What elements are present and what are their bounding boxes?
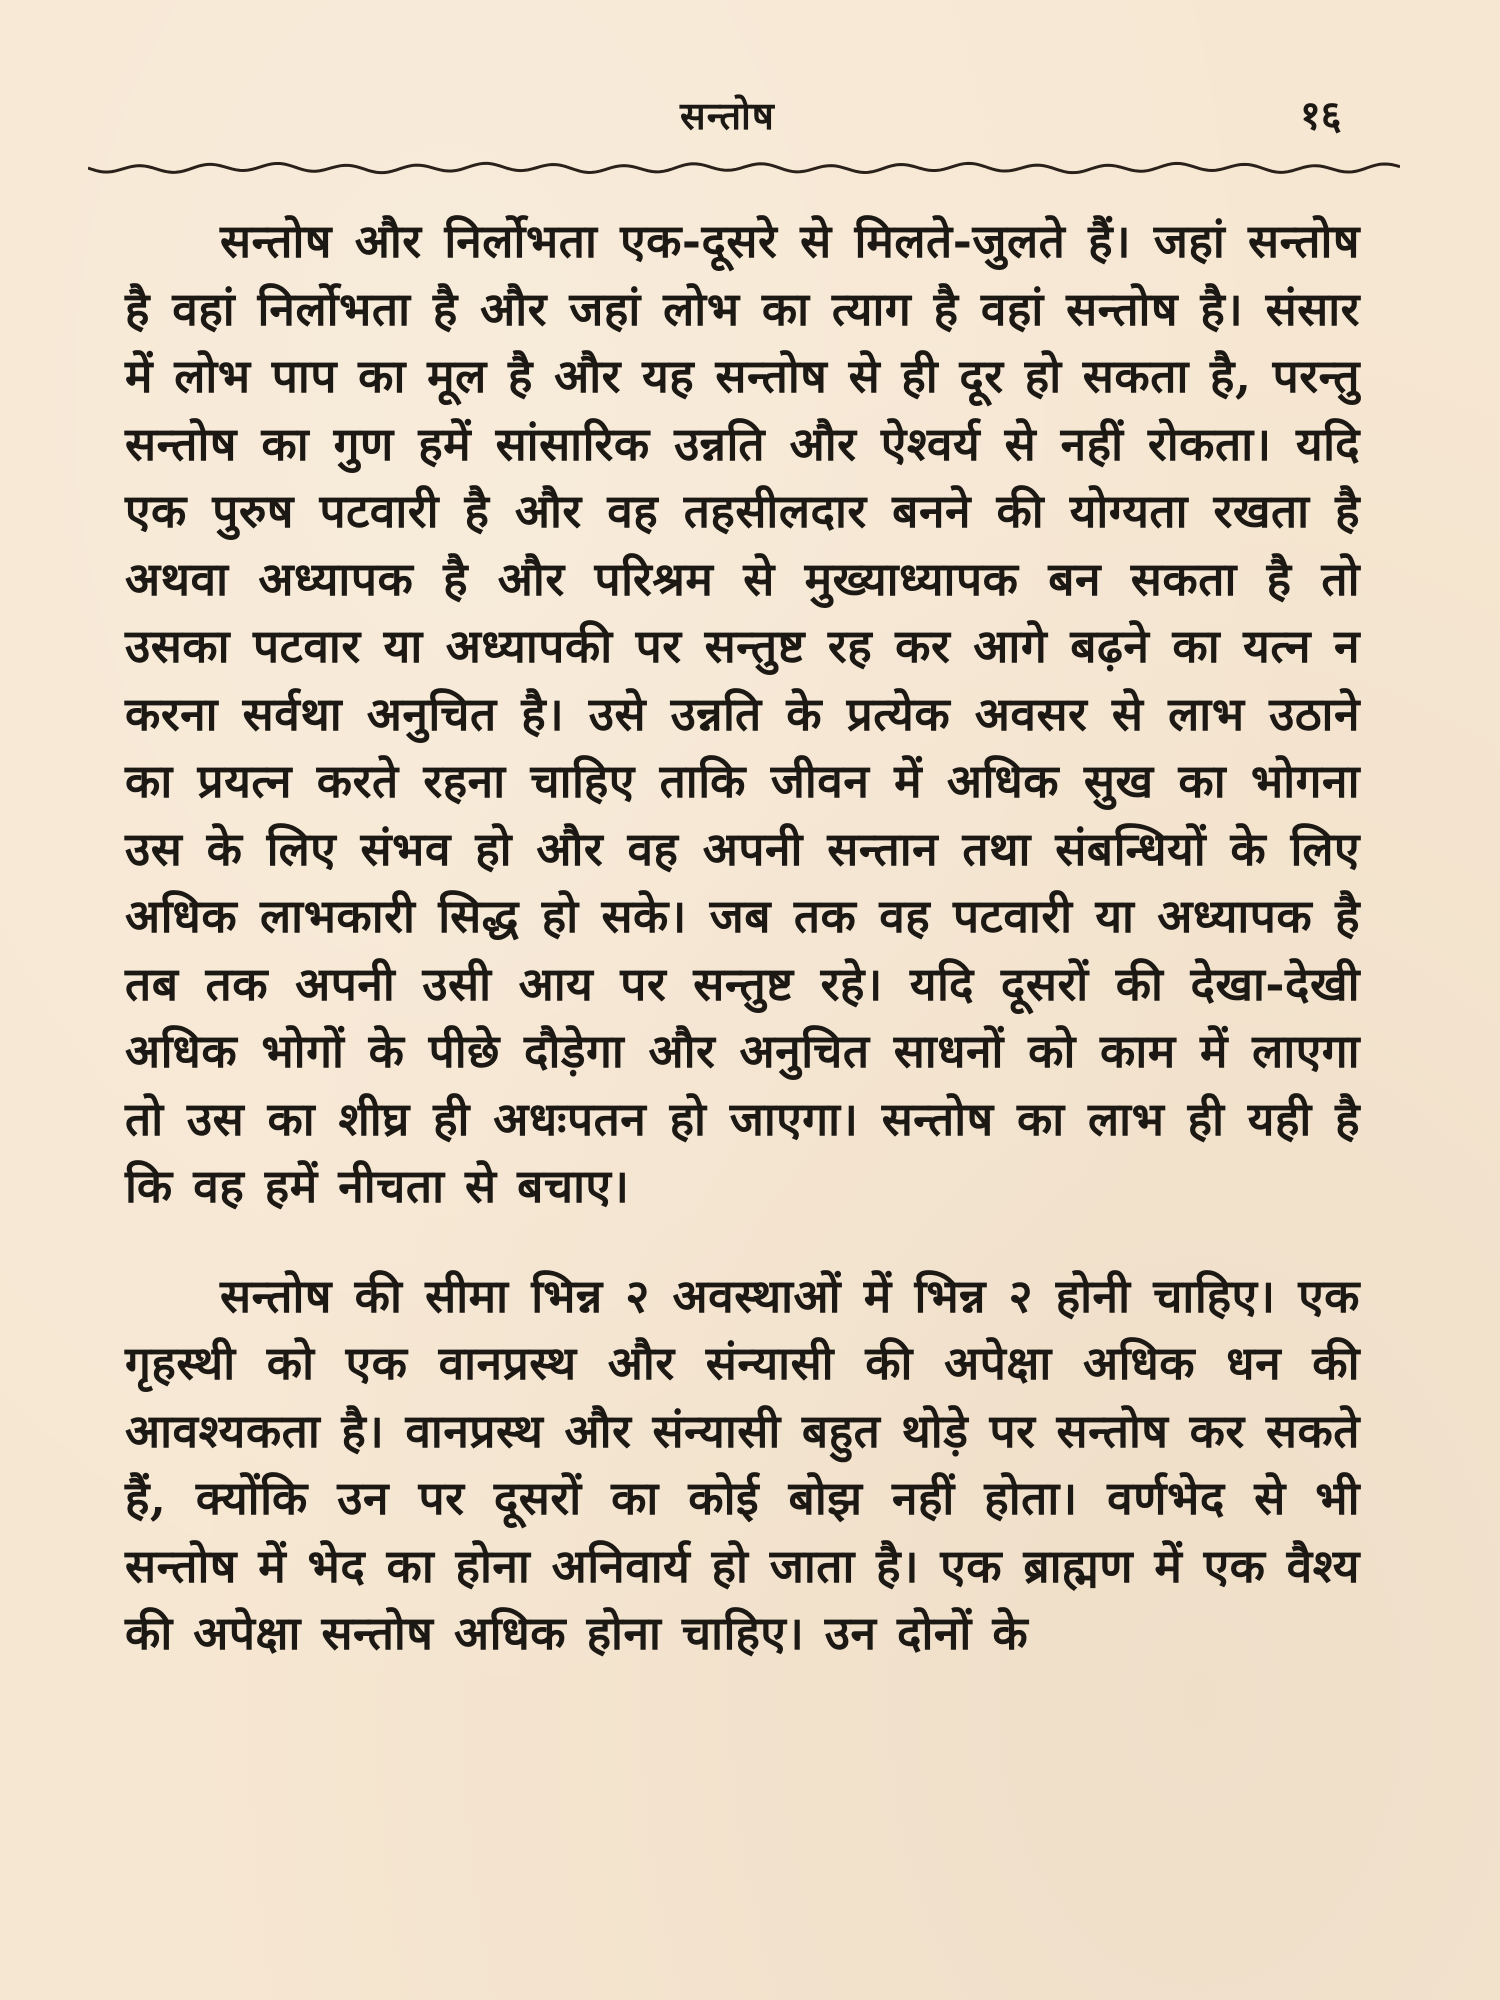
wavy-rule — [88, 150, 1400, 190]
body-text — [125, 208, 1360, 1668]
running-title: सन्तोष — [680, 93, 775, 138]
paragraph: सन्तोष और निर्लोभता एक-दूसरे से मिलते-जुलते हैं। जहां सन्तोष है वहां निर्लोभता है और जहां लोभ का त्याग है वहां सन्तोष है। संसार में लोभ पाप का मूल है और यह सन्तोष से ही दूर हो सकता है, परन्तु सन्तोष का गुण हमें सांसारिक उन्नति और ऐश्वर्य से नहीं रोकता। यदि एक पुरुष पटवारी है और वह तहसीलदार बनने की योग्यता रखता है अथवा अध्यापक है और परिश्रम से मुख्याध्यापक बन सकता है तो उसका पटवार या अध्यापकी पर सन्तुष्ट रह कर आगे बढ़ने का यत्न न करना सर्वथा अनुचित है। उसे उन्नति के प्रत्येक अवसर से लाभ उठाने का प्रयत्न करते रहना चाहिए ताकि जीवन में अधिक सुख का भोगना उस के लिए संभव हो और वह अपनी सन्तान तथा संबन्धियों के लिए अधिक लाभकारी सिद्ध हो सके। जब तक वह पटवारी या अध्यापक है तब तक अपनी उसी आय पर सन्तुष्ट रहे। यदि दूसरों की देखा-देखी अधिक भोगों के पीछे दौड़ेगा और अनुचित साधनों को काम में लाएगा तो उस का शीघ्र ही अधःपतन हो जाएगा। सन्तोष का लाभ ही यही है कि वह हमें नीचता से बचाए। — [125, 214, 1360, 1213]
page-number: १६ — [1300, 92, 1342, 139]
paragraph: सन्तोष की सीमा भिन्न २ अवस्थाओं में भिन्न २ होनी चाहिए। एक गृहस्थी को एक वानप्रस्थ और संन्यासी की अपेक्षा अधिक धन की आवश्यकता है। वानप्रस्थ और संन्यासी बहुत थोड़े पर सन्तोष कर सकते हैं, क्योंकि उन पर दूसरों का कोई बोझ नहीं होता। वर्णभेद से भी सन्तोष में भेद का होना अनिवार्य हो जाता है। एक ब्राह्मण में एक वैश्य की अपेक्षा सन्तोष अधिक होना चाहिए। उन दोनों के — [125, 1268, 1360, 1660]
page-header — [0, 88, 1500, 148]
